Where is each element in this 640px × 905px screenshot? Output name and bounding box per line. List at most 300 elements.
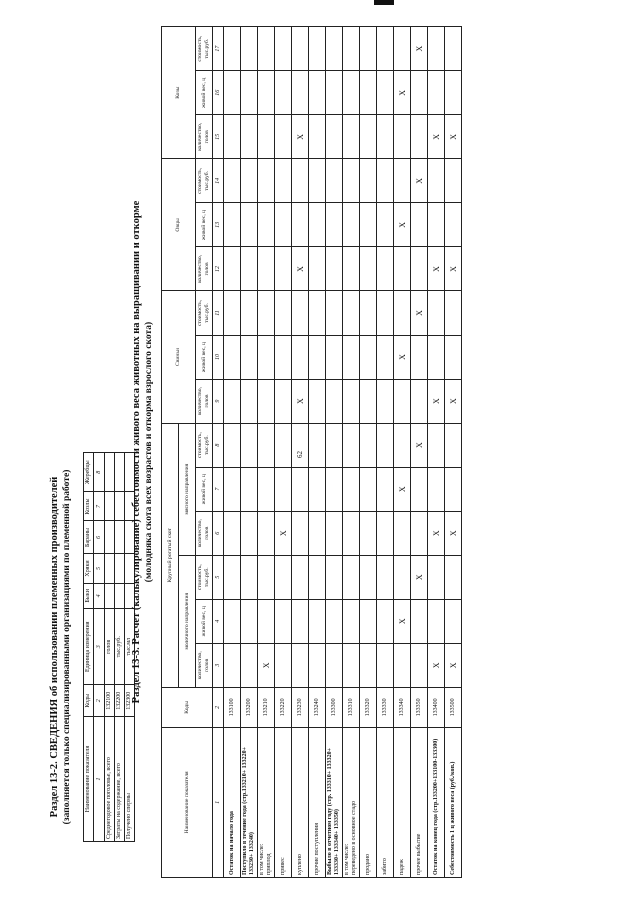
value-cell[interactable]	[326, 643, 343, 687]
col-header-pigs: Свиньи	[162, 291, 196, 423]
value-cell[interactable]	[360, 379, 377, 423]
value-cell[interactable]	[258, 335, 275, 379]
index-cell: 3	[94, 609, 105, 685]
value-cell[interactable]	[445, 423, 462, 467]
value-cell[interactable]	[241, 71, 258, 115]
value-cell[interactable]	[275, 555, 292, 599]
value-cell[interactable]	[241, 203, 258, 247]
col-subheader-cost: стоимость, тыс.руб.	[196, 27, 213, 71]
row-code: 132300	[125, 685, 135, 717]
value-cell[interactable]	[394, 115, 411, 159]
value-cell[interactable]	[377, 467, 394, 511]
value-cell[interactable]	[224, 71, 241, 115]
x-mark: X	[394, 71, 411, 115]
row-name-text: забито	[381, 858, 388, 875]
row-code: 133230	[292, 687, 309, 727]
value-cell[interactable]	[377, 159, 394, 203]
value-cell[interactable]	[275, 203, 292, 247]
value-cell[interactable]	[258, 599, 275, 643]
value-cell[interactable]	[394, 159, 411, 203]
value-cell[interactable]	[224, 643, 241, 687]
value-cell[interactable]	[343, 203, 360, 247]
value-cell[interactable]	[309, 555, 326, 599]
x-mark: X	[445, 511, 462, 555]
value-cell[interactable]	[360, 27, 377, 71]
index-cell: 13	[213, 203, 224, 247]
row-code: 133350	[411, 687, 428, 727]
value-cell[interactable]	[258, 467, 275, 511]
value-cell[interactable]	[326, 599, 343, 643]
col-subheader-qty: количество, голов	[196, 643, 213, 687]
value-cell[interactable]	[428, 467, 445, 511]
value-cell[interactable]	[394, 27, 411, 71]
value-cell[interactable]	[360, 467, 377, 511]
value-cell[interactable]	[445, 159, 462, 203]
value-cell[interactable]	[309, 203, 326, 247]
col-header: Бараны	[84, 521, 94, 554]
index-cell: 1	[213, 727, 224, 877]
value-cell[interactable]	[343, 555, 360, 599]
index-cell: 3	[213, 643, 224, 687]
row-code: 132200	[115, 685, 125, 717]
value-cell[interactable]	[428, 555, 445, 599]
value-cell[interactable]	[326, 71, 343, 115]
value-cell[interactable]	[343, 643, 360, 687]
row-name-text: продано	[364, 854, 371, 875]
table-row	[411, 27, 428, 878]
col-subheader-qty: количество, голов	[196, 511, 213, 555]
index-cell: 8	[213, 423, 224, 467]
value-cell[interactable]	[258, 27, 275, 71]
row-name: Среднегодовое поголовье, всего	[105, 717, 115, 842]
row-name	[292, 727, 309, 877]
value-cell[interactable]	[360, 423, 377, 467]
value-cell[interactable]	[224, 291, 241, 335]
row-name-sub: приплод	[266, 853, 272, 875]
value-cell[interactable]	[377, 555, 394, 599]
row-name	[309, 727, 326, 877]
value-cell[interactable]	[115, 554, 125, 583]
table-row	[377, 27, 394, 878]
value-cell[interactable]	[224, 555, 241, 599]
value-cell[interactable]	[275, 291, 292, 335]
table-row	[258, 27, 275, 878]
index-cell: 7	[213, 467, 224, 511]
row-code: 133310	[343, 687, 360, 727]
value-cell[interactable]	[309, 71, 326, 115]
value-cell[interactable]	[377, 511, 394, 555]
value-cell[interactable]	[309, 27, 326, 71]
value-cell[interactable]	[275, 27, 292, 71]
value-cell[interactable]	[428, 159, 445, 203]
value-cell[interactable]	[309, 423, 326, 467]
value-cell[interactable]	[241, 115, 258, 159]
value-cell[interactable]	[292, 71, 309, 115]
row-unit: тыс.мл	[125, 609, 135, 685]
value-cell[interactable]	[394, 555, 411, 599]
value-cell[interactable]	[241, 247, 258, 291]
value-cell[interactable]	[343, 423, 360, 467]
value-cell[interactable]	[377, 203, 394, 247]
row-name	[445, 727, 462, 877]
index-cell: 12	[213, 247, 224, 291]
row-code: 133210	[258, 687, 275, 727]
x-mark: X	[394, 467, 411, 511]
value-cell[interactable]	[343, 115, 360, 159]
value-cell[interactable]	[326, 511, 343, 555]
value-cell[interactable]	[241, 159, 258, 203]
value-cell[interactable]	[428, 27, 445, 71]
value-cell[interactable]	[309, 115, 326, 159]
value-cell[interactable]	[360, 159, 377, 203]
x-mark: X	[445, 247, 462, 291]
row-code: 133240	[309, 687, 326, 727]
table-row	[326, 27, 343, 878]
value-cell[interactable]	[326, 291, 343, 335]
value-cell[interactable]	[445, 599, 462, 643]
value-cell[interactable]	[343, 291, 360, 335]
value-cell[interactable]	[411, 599, 428, 643]
table-row	[343, 27, 360, 878]
value-cell[interactable]	[360, 203, 377, 247]
value-cell[interactable]	[275, 467, 292, 511]
value-cell[interactable]	[258, 379, 275, 423]
row-name-sub: переведено в основное стадо	[351, 800, 357, 875]
col-subheader-weight: живой вес, ц	[196, 335, 213, 379]
x-mark: X	[275, 511, 292, 555]
value-cell[interactable]	[309, 511, 326, 555]
value-cell[interactable]	[360, 511, 377, 555]
value-cell[interactable]	[309, 335, 326, 379]
value-cell[interactable]	[258, 555, 275, 599]
value-cell[interactable]	[105, 453, 115, 492]
value-cell[interactable]	[411, 203, 428, 247]
section-13-3-title: Раздел 13-3. Расчет (калькулирование) себестоимости живого веса животных на выращивании и откорме	[131, 200, 142, 704]
value-cell[interactable]	[411, 335, 428, 379]
value-cell[interactable]	[445, 555, 462, 599]
value-cell[interactable]	[411, 115, 428, 159]
row-name	[326, 727, 343, 877]
value-cell[interactable]	[394, 643, 411, 687]
value-cell[interactable]	[343, 27, 360, 71]
value-cell[interactable]	[360, 247, 377, 291]
value-cell[interactable]	[326, 379, 343, 423]
table-row	[428, 27, 445, 878]
value-cell[interactable]	[377, 599, 394, 643]
value-cell[interactable]	[258, 71, 275, 115]
value-cell[interactable]	[115, 492, 125, 521]
value-cell[interactable]	[241, 291, 258, 335]
row-name-text: в том числе:	[259, 843, 265, 875]
value-cell[interactable]	[326, 203, 343, 247]
table-row	[445, 27, 462, 878]
value-cell[interactable]	[275, 423, 292, 467]
value-cell[interactable]	[241, 511, 258, 555]
value-cell[interactable]	[224, 511, 241, 555]
value-cell[interactable]	[343, 511, 360, 555]
col-header: Жеребцы	[84, 453, 94, 492]
col-subheader-weight: живой вес, ц	[196, 467, 213, 511]
row-name-text: привес	[279, 857, 286, 875]
value-cell[interactable]	[343, 467, 360, 511]
col-header-dairy: молочного направления	[179, 555, 196, 687]
value-cell[interactable]	[411, 71, 428, 115]
index-cell: 14	[213, 159, 224, 203]
value-cell[interactable]	[224, 203, 241, 247]
value-cell[interactable]	[241, 27, 258, 71]
value-cell[interactable]	[241, 599, 258, 643]
index-cell: 5	[213, 555, 224, 599]
row-name-text: Выбыло в отчетном году (стр. 133310+ 133320+ 133330+ 133340+ 133350)	[327, 747, 340, 875]
row-name	[360, 727, 377, 877]
index-cell: 9	[213, 379, 224, 423]
value-cell[interactable]	[292, 423, 309, 467]
value-cell[interactable]	[326, 555, 343, 599]
index-cell: 11	[213, 291, 224, 335]
value-cell[interactable]	[360, 115, 377, 159]
value-cell[interactable]	[343, 599, 360, 643]
value-cell[interactable]	[258, 203, 275, 247]
value-cell[interactable]	[411, 511, 428, 555]
value-cell[interactable]	[275, 643, 292, 687]
value-cell[interactable]	[241, 467, 258, 511]
row-name-text: Остаток на конец года (стр.133200+133100-133300)	[432, 738, 439, 875]
value-cell[interactable]	[309, 159, 326, 203]
table-row	[241, 27, 258, 878]
value-cell[interactable]	[224, 247, 241, 291]
value-cell[interactable]	[224, 599, 241, 643]
value-cell[interactable]	[105, 521, 115, 554]
index-cell: 2	[94, 685, 105, 717]
index-row	[213, 27, 224, 878]
x-mark: X	[394, 599, 411, 643]
value-cell[interactable]	[394, 379, 411, 423]
col-header: Козлы	[84, 492, 94, 521]
value-cell[interactable]	[445, 291, 462, 335]
value-cell[interactable]	[241, 555, 258, 599]
value-cell[interactable]	[343, 335, 360, 379]
value-cell[interactable]	[224, 467, 241, 511]
col-subheader-qty: количество, голов	[196, 247, 213, 291]
value-cell[interactable]	[105, 583, 115, 609]
value-cell[interactable]	[292, 511, 309, 555]
value-cell[interactable]	[258, 291, 275, 335]
value-cell[interactable]	[258, 423, 275, 467]
value-cell[interactable]	[275, 159, 292, 203]
section-13-2	[48, 452, 135, 842]
table-row	[360, 27, 377, 878]
value-cell[interactable]	[241, 335, 258, 379]
col-subheader-qty: количество, голов	[196, 379, 213, 423]
value-cell[interactable]	[309, 643, 326, 687]
page-number: 62	[296, 451, 304, 458]
value-cell[interactable]	[275, 379, 292, 423]
value-cell[interactable]	[326, 247, 343, 291]
row-unit: голов	[105, 609, 115, 685]
value-cell[interactable]	[377, 247, 394, 291]
value-cell[interactable]	[275, 247, 292, 291]
value-cell[interactable]	[377, 115, 394, 159]
value-cell[interactable]	[428, 291, 445, 335]
value-cell[interactable]	[326, 115, 343, 159]
row-name-text: прочие поступления	[313, 822, 320, 875]
index-cell: 1	[94, 717, 105, 842]
value-cell[interactable]	[241, 423, 258, 467]
row-name	[428, 727, 445, 877]
value-cell[interactable]	[309, 379, 326, 423]
value-cell[interactable]	[326, 27, 343, 71]
value-cell[interactable]	[411, 467, 428, 511]
row-code: 133320	[360, 687, 377, 727]
value-cell[interactable]	[115, 521, 125, 554]
value-cell[interactable]	[377, 27, 394, 71]
value-cell[interactable]	[224, 27, 241, 71]
value-cell[interactable]	[105, 554, 115, 583]
col-subheader-weight: живой вес, ц	[196, 71, 213, 115]
row-name	[411, 727, 428, 877]
value-cell[interactable]	[224, 423, 241, 467]
index-cell: 5	[94, 554, 105, 583]
value-cell[interactable]	[224, 115, 241, 159]
value-cell[interactable]	[377, 335, 394, 379]
x-mark: X	[445, 379, 462, 423]
value-cell[interactable]	[224, 379, 241, 423]
value-cell[interactable]	[275, 335, 292, 379]
value-cell[interactable]	[292, 555, 309, 599]
value-cell[interactable]	[309, 467, 326, 511]
value-cell[interactable]	[258, 247, 275, 291]
value-cell[interactable]	[411, 379, 428, 423]
value-cell[interactable]	[258, 159, 275, 203]
value-cell[interactable]	[360, 291, 377, 335]
x-mark: X	[394, 335, 411, 379]
value-cell[interactable]	[343, 247, 360, 291]
value-cell[interactable]	[428, 335, 445, 379]
x-mark: X	[445, 115, 462, 159]
table-row	[105, 453, 115, 842]
value-cell[interactable]	[292, 159, 309, 203]
table-row	[115, 453, 125, 842]
value-cell[interactable]	[377, 71, 394, 115]
cost-calculation-table	[161, 26, 462, 878]
section-13-2-title: Раздел 13-2. СВЕДЕНИЯ об использовании племенных производителей	[49, 476, 60, 818]
x-mark: X	[292, 247, 309, 291]
value-cell[interactable]	[445, 27, 462, 71]
value-cell[interactable]	[292, 599, 309, 643]
value-cell[interactable]	[411, 643, 428, 687]
value-cell[interactable]	[428, 423, 445, 467]
x-mark: X	[428, 247, 445, 291]
value-cell[interactable]	[428, 71, 445, 115]
row-code: 133500	[445, 687, 462, 727]
value-cell[interactable]	[292, 27, 309, 71]
value-cell[interactable]	[445, 203, 462, 247]
value-cell[interactable]	[343, 159, 360, 203]
value-cell[interactable]	[292, 203, 309, 247]
value-cell[interactable]	[394, 247, 411, 291]
value-cell[interactable]	[445, 71, 462, 115]
col-header-cattle: Крупный рогатый скот	[162, 423, 179, 687]
table-header-row	[162, 27, 179, 878]
value-cell[interactable]	[241, 379, 258, 423]
value-cell[interactable]	[224, 335, 241, 379]
value-cell[interactable]	[394, 423, 411, 467]
value-cell[interactable]	[309, 599, 326, 643]
value-cell[interactable]	[428, 203, 445, 247]
value-cell[interactable]	[377, 423, 394, 467]
value-cell[interactable]	[343, 379, 360, 423]
value-cell[interactable]	[258, 511, 275, 555]
value-cell[interactable]	[377, 379, 394, 423]
value-cell[interactable]	[411, 247, 428, 291]
value-cell[interactable]	[377, 291, 394, 335]
x-mark: X	[394, 203, 411, 247]
index-cell: 4	[94, 583, 105, 609]
row-code: 132100	[105, 685, 115, 717]
value-cell[interactable]	[445, 467, 462, 511]
value-cell[interactable]	[326, 423, 343, 467]
value-cell[interactable]	[292, 291, 309, 335]
row-code: 133300	[326, 687, 343, 727]
row-code: 133400	[428, 687, 445, 727]
value-cell[interactable]	[360, 643, 377, 687]
col-subheader-cost: стоимость, тыс.руб.	[196, 423, 213, 467]
value-cell[interactable]	[275, 599, 292, 643]
value-cell[interactable]	[394, 291, 411, 335]
value-cell[interactable]	[326, 467, 343, 511]
value-cell[interactable]	[343, 71, 360, 115]
col-subheader-weight: живой вес, ц	[196, 203, 213, 247]
value-cell[interactable]	[326, 159, 343, 203]
value-cell[interactable]	[394, 511, 411, 555]
row-code: 133100	[224, 687, 241, 727]
value-cell[interactable]	[360, 555, 377, 599]
value-cell[interactable]	[224, 159, 241, 203]
value-cell[interactable]	[428, 599, 445, 643]
value-cell[interactable]	[360, 71, 377, 115]
value-cell[interactable]	[326, 335, 343, 379]
row-name-text: падеж	[398, 859, 405, 875]
index-cell: 6	[213, 511, 224, 555]
table-header-row	[84, 453, 94, 842]
col-header-goats: Козы	[162, 27, 196, 159]
value-cell[interactable]	[241, 643, 258, 687]
value-cell[interactable]	[292, 467, 309, 511]
value-cell[interactable]	[360, 599, 377, 643]
value-cell[interactable]	[115, 453, 125, 492]
col-header: Наименование показателя	[84, 717, 94, 842]
table-row	[224, 27, 241, 878]
row-code: 133340	[394, 687, 411, 727]
value-cell[interactable]	[377, 643, 394, 687]
row-name-text: в том числе:	[344, 843, 350, 875]
value-cell[interactable]	[275, 115, 292, 159]
value-cell[interactable]	[309, 291, 326, 335]
row-name	[377, 727, 394, 877]
value-cell[interactable]	[258, 115, 275, 159]
value-cell[interactable]	[105, 492, 115, 521]
value-cell[interactable]	[292, 643, 309, 687]
value-cell[interactable]	[292, 335, 309, 379]
value-cell[interactable]	[360, 335, 377, 379]
value-cell[interactable]	[445, 335, 462, 379]
section-13-3	[130, 26, 462, 878]
table-row	[394, 27, 411, 878]
value-cell[interactable]	[115, 583, 125, 609]
value-cell[interactable]	[275, 71, 292, 115]
value-cell[interactable]	[309, 247, 326, 291]
row-name	[241, 727, 258, 877]
